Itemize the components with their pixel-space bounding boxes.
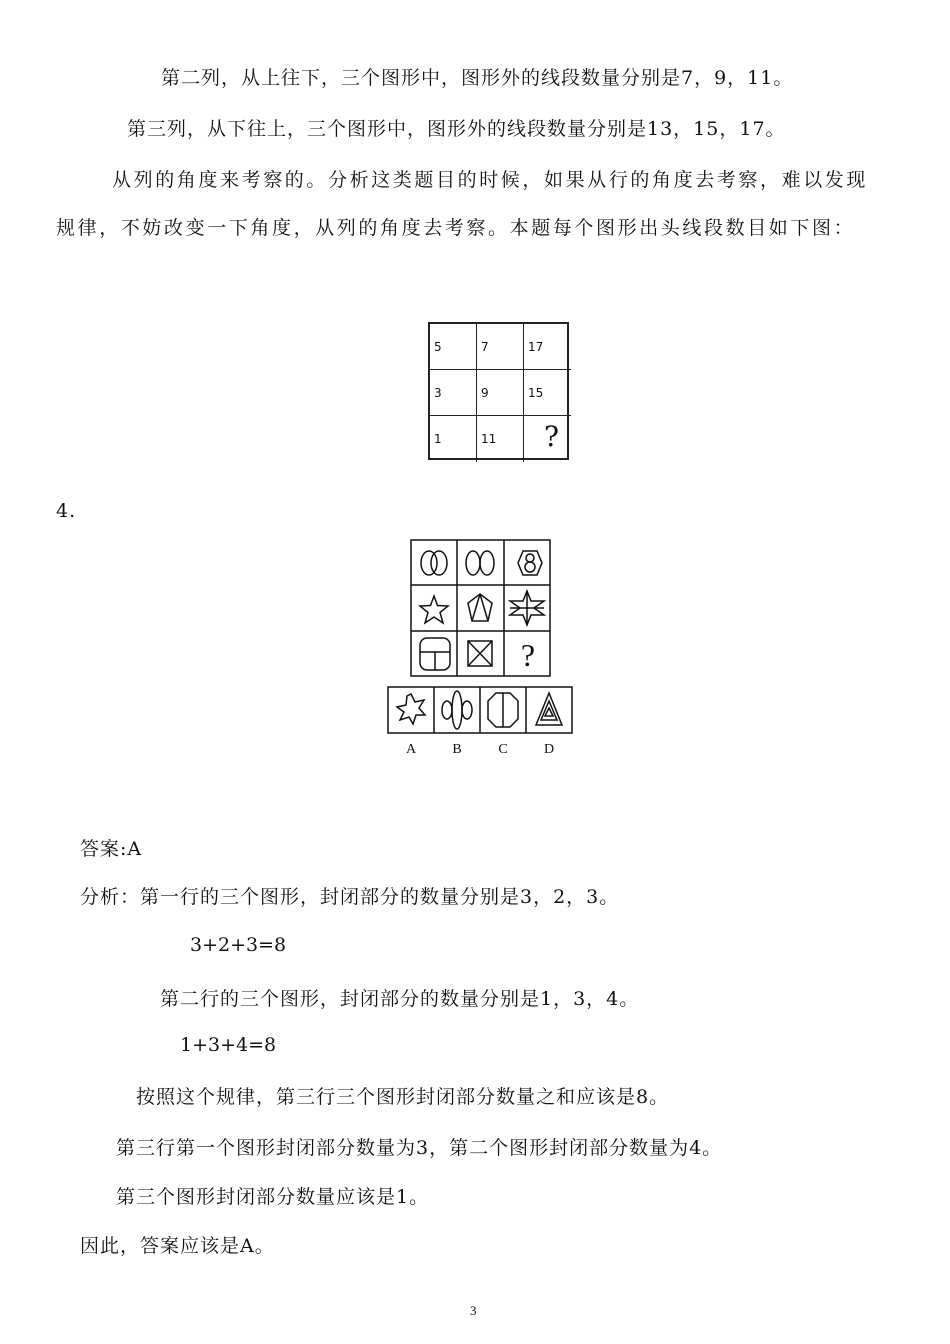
paragraph-analysis-line1: 从列的角度来考察的。分析这类题目的时候，如果从行的角度去考察，难以发现 <box>112 169 869 191</box>
answer-line: 答案:A <box>80 838 143 860</box>
option-d-nested-triangles-icon <box>536 693 562 725</box>
analysis-row2: 第二行的三个图形，封闭部分的数量分别是1，3，4。 <box>160 988 640 1010</box>
square-with-x-icon <box>468 641 492 666</box>
option-label-c: C <box>498 742 508 757</box>
grid-cell-question: ? <box>544 420 560 453</box>
analysis-third: 第三个图形封闭部分数量应该是1。 <box>116 1186 430 1208</box>
option-label-b: B <box>452 742 462 757</box>
option-label-a: A <box>405 742 417 757</box>
grid-cell: 1 <box>430 416 477 462</box>
puzzle-figure <box>380 535 600 760</box>
paragraph-analysis-line2: 规律，不妨改变一下角度，从列的角度去考察。本题每个图形出头线段数目如下图： <box>56 217 856 239</box>
grid-cell: 7 <box>477 324 524 370</box>
two-overlapping-ovals-icon <box>421 551 447 575</box>
option-b-oval-with-circles-icon <box>442 691 472 729</box>
analysis-row3: 第三行第一个图形封闭部分数量为3，第二个图形封闭部分数量为4。 <box>116 1137 723 1159</box>
pentagon-with-lines-icon <box>468 594 492 621</box>
paragraph-col2: 第二列，从上往下，三个图形中，图形外的线段数量分别是7，9，11。 <box>161 67 794 89</box>
grid-cell: 15 <box>524 370 571 416</box>
option-a-seven-point-star-icon <box>397 694 425 724</box>
grid-cell: 17 <box>524 324 571 370</box>
star-icon <box>420 596 448 623</box>
analysis-rule: 按照这个规律，第三行三个图形封闭部分数量之和应该是8。 <box>136 1086 670 1108</box>
grid-cell: 3 <box>430 370 477 416</box>
option-label-d: D <box>543 742 555 757</box>
paragraph-col3: 第三列，从下往上，三个图形中，图形外的线段数量分别是13，15，17。 <box>127 118 786 140</box>
conclusion: 因此，答案应该是A。 <box>80 1235 275 1257</box>
two-touching-ovals-icon <box>466 551 494 575</box>
grid-cell: 5 <box>430 324 477 370</box>
option-c-octagon-icon <box>488 693 518 727</box>
grid-cell: 11 <box>477 416 524 462</box>
equation-row1: 3+2+3=8 <box>190 934 287 956</box>
number-grid <box>428 322 569 460</box>
equation-row2: 1+3+4=8 <box>180 1034 277 1056</box>
analysis-line: 分析：第一行的三个图形，封闭部分的数量分别是3，2，3。 <box>80 886 620 908</box>
six-point-star-icon <box>510 591 544 625</box>
question-number: 4. <box>56 500 77 522</box>
hexagon-with-eight-icon <box>518 551 542 575</box>
page-number: 3 <box>470 1303 477 1318</box>
rounded-box-with-cross-icon <box>420 638 450 670</box>
grid-cell: 9 <box>477 370 524 416</box>
puzzle-question-mark: ? <box>520 637 536 673</box>
